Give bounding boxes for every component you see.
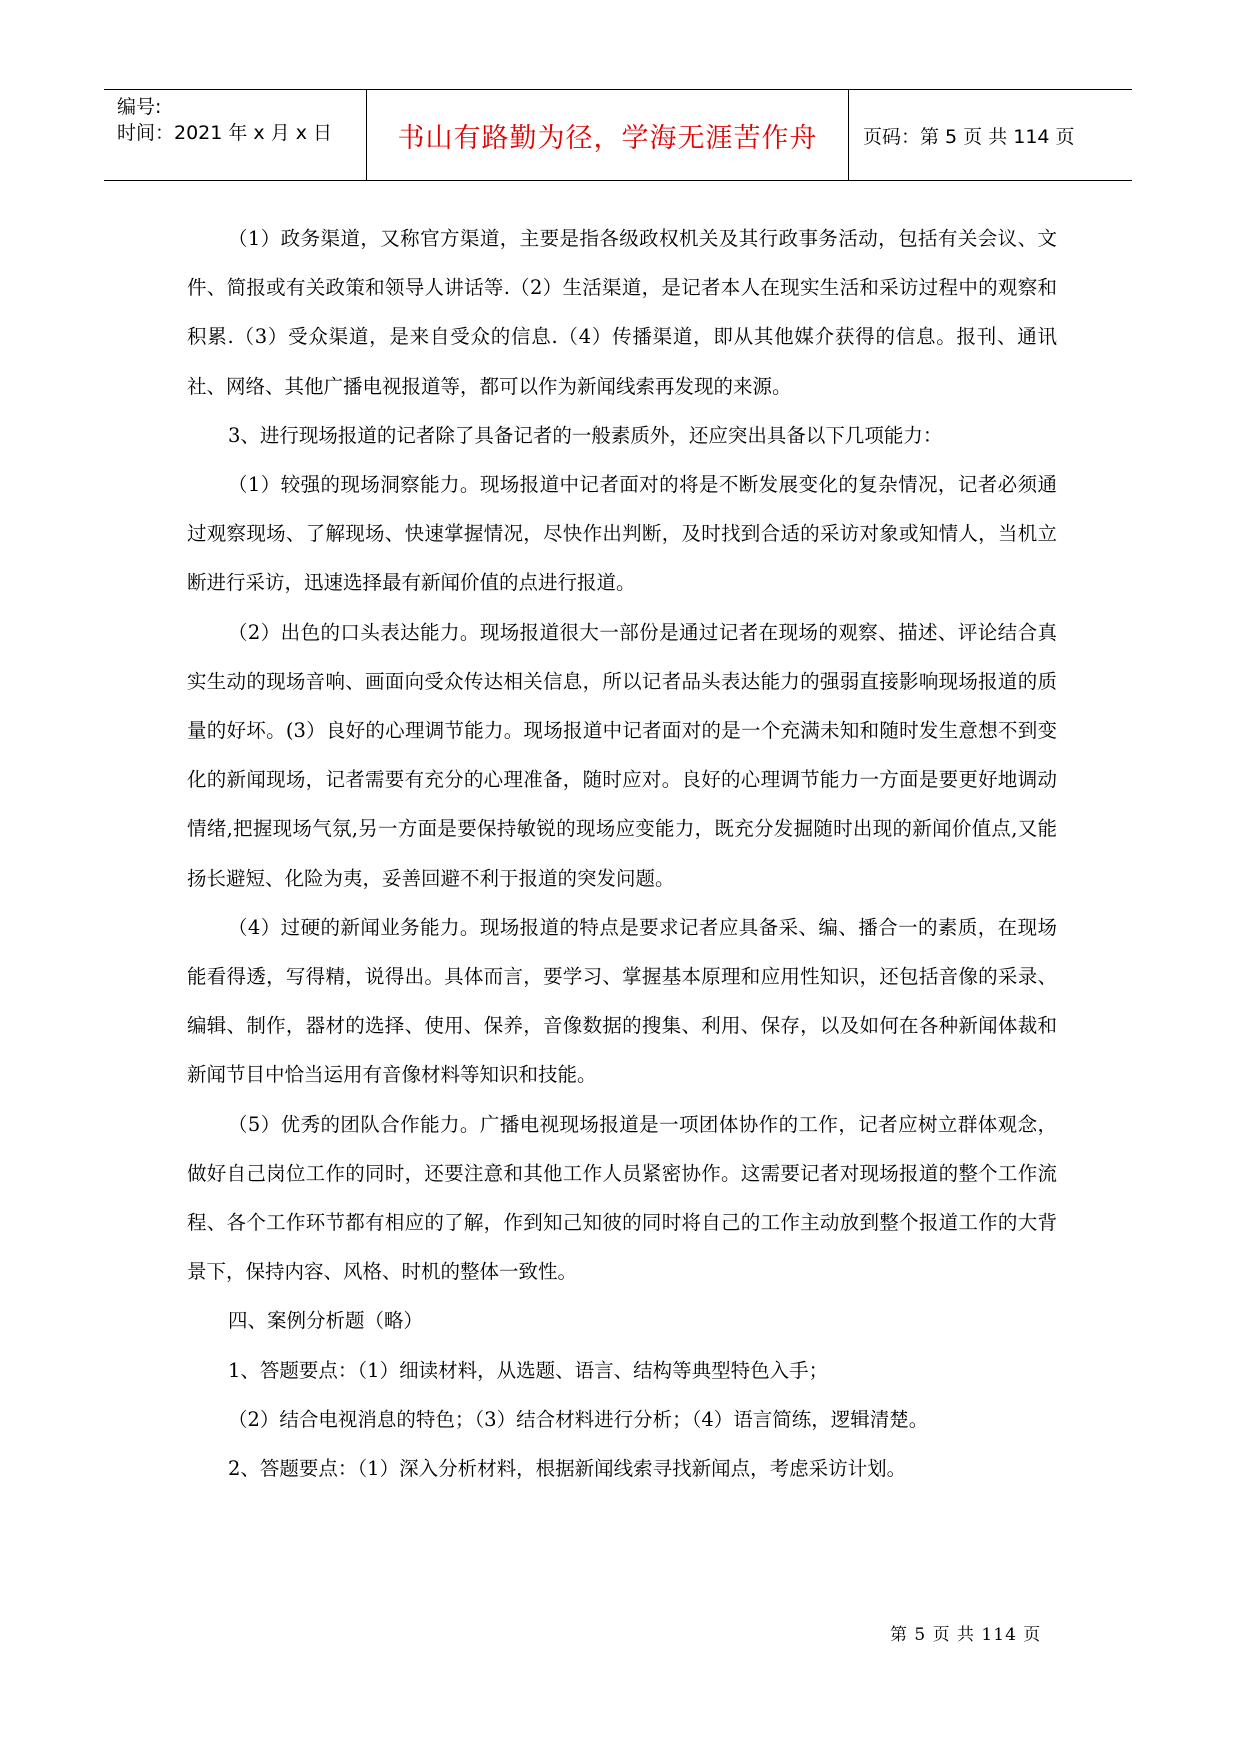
- header-motto: 书山有路勤为径，学海无涯苦作舟: [397, 122, 818, 154]
- section-heading: 四、案例分析题（略）: [228, 1309, 424, 1333]
- header-page-cell: [849, 90, 1132, 180]
- body-paragraph: （2）出色的口头表达能力。现场报道很大一部份是通过记者在现场的观察、描述、评论结合真实生动的现场音响、画面向受众传达相关信息，所以记者品头表达能力的强弱直接影响现场报道的质量的好坏。(3）良好的心理调节能力。现场报道中记者面对的是一个充满未知和随时发生意想不到变化的新闻现场，记者需要有充分的心理准备，随时应对。良好的心理调节能力一方面是要更好地调动情绪,把握现场气氛,另一方面是要保持敏锐的现场应变能力，既充分发掘随时出现的新闻价值点,又能扬长避短、化险为夷，妥善回避不利于报道的突发问题。: [187, 620, 1057, 890]
- answer-point: 1、答题要点：（1）细读材料，从选题、语言、结构等典型特色入手；: [228, 1358, 829, 1382]
- document-time-label: 时间：2021 年 x 月 x 日: [117, 122, 333, 144]
- page-footer: 第 5 页 共 114 页: [890, 1625, 1042, 1645]
- answer-point: （2）结合电视消息的特色；（3）结合材料进行分析；（4）语言简练，逻辑清楚。: [228, 1407, 929, 1431]
- body-paragraph: （1）较强的现场洞察能力。现场报道中记者面对的将是不断发展变化的复杂情况，记者必须通过观察现场、了解现场、快速掌握情况，尽快作出判断，及时找到合适的采访对象或知情人，当机立断进行采访，迅速选择最有新闻价值的点进行报道。: [187, 473, 1057, 595]
- header-meta-cell: [104, 90, 367, 180]
- body-paragraph: （4）过硬的新闻业务能力。现场报道的特点是要求记者应具备采、编、播合一的素质，在现场能看得透，写得精，说得出。具体而言，要学习、掌握基本原理和应用性知识，还包括音像的采录、编辑、制作，器材的选择、使用、保养，音像数据的搜集、利用、保存，以及如何在各种新闻体裁和新闻节目中恰当运用有音像材料等知识和技能。: [187, 915, 1057, 1087]
- answer-point: 2、答题要点：（1）深入分析材料，根据新闻线索寻找新闻点，考虑采访计划。: [228, 1457, 907, 1481]
- document-header: [104, 89, 1132, 181]
- header-page-label: 页码：第 5 页 共 114 页: [863, 125, 1075, 148]
- body-paragraph: （1）政务渠道，又称官方渠道，主要是指各级政权机关及其行政事务活动，包括有关会议、文件、简报或有关政策和领导人讲话等.（2）生活渠道，是记者本人在现实生活和采访过程中的观察和积累.（3）受众渠道，是来自受众的信息.（4）传播渠道，即从其他媒介获得的信息。报刊、通讯社、网络、其他广播电视报道等，都可以作为新闻线索再发现的来源。: [187, 227, 1057, 398]
- header-motto-cell: [367, 90, 849, 180]
- document-number-label: 编号:: [117, 96, 162, 118]
- document-body: [187, 214, 1057, 1493]
- body-paragraph: （5）优秀的团队合作能力。广播电视现场报道是一项团体协作的工作，记者应树立群体观念，做好自己岗位工作的同时，还要注意和其他工作人员紧密协作。这需要记者对现场报道的整个工作流程、各个工作环节都有相应的了解，作到知己知彼的同时将自己的工作主动放到整个报道工作的大背景下，保持内容、风格、时机的整体一致性。: [187, 1112, 1057, 1284]
- body-paragraph: 3、进行现场报道的记者除了具备记者的一般素质外，还应突出具备以下几项能力：: [228, 423, 943, 447]
